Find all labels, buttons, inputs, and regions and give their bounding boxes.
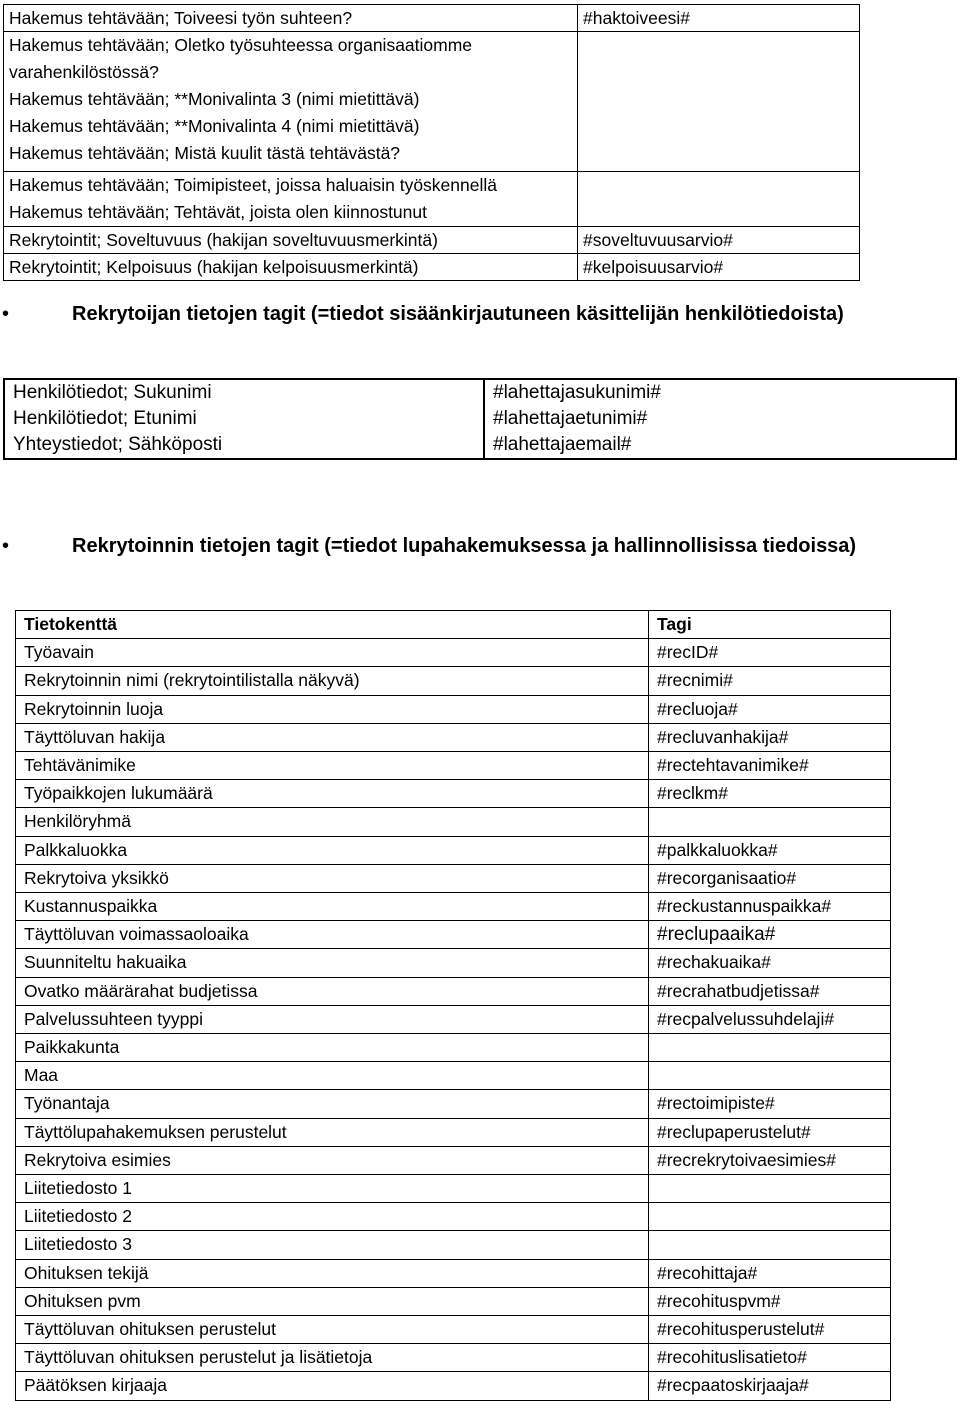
table-row — [16, 752, 891, 780]
tag-table-application — [3, 4, 860, 281]
field-cell: Työavain — [16, 639, 649, 667]
table-row — [4, 172, 860, 227]
tag-cell — [649, 1034, 891, 1062]
field-line: Hakemus tehtävään; Toimipisteet, joissa haluaisin työskennellä — [9, 175, 498, 195]
table-row — [4, 32, 860, 172]
field-cell: Palvelussuhteen tyyppi — [16, 1005, 649, 1033]
bullet: • — [2, 535, 10, 557]
tag-cell — [649, 1175, 891, 1203]
field-line: Hakemus tehtävään; Oletko työsuhteessa organisaatiomme — [9, 35, 473, 55]
table-row — [16, 1090, 891, 1118]
tag-cell: #recohittaja# — [649, 1259, 891, 1287]
field-line: Yhteystiedot; Sähköposti — [13, 434, 223, 455]
tag-cell: #recluoja# — [649, 695, 891, 723]
table-row — [4, 5, 860, 32]
tag-cell: #recluvanhakija# — [649, 723, 891, 751]
field-cell: Rekrytointit; Kelpoisuus (hakijan kelpoisuusmerkintä) — [4, 254, 578, 281]
table-row — [4, 379, 956, 459]
field-cell: Liitetiedosto 2 — [16, 1203, 649, 1231]
field-cell: Täyttöluvan ohituksen perustelut — [16, 1316, 649, 1344]
table-row — [4, 227, 860, 254]
table-row — [16, 893, 891, 921]
table-row — [16, 836, 891, 864]
tag-cell: #recpaatoskirjaaja# — [649, 1372, 891, 1400]
tag-cell: #recohituspvm# — [649, 1287, 891, 1315]
tag-cell: #recrekrytoivaesimies# — [649, 1146, 891, 1174]
tag-cell: #recorganisaatio# — [649, 864, 891, 892]
tag-cell — [484, 379, 956, 459]
table-row — [16, 723, 891, 751]
table-header-row — [16, 611, 891, 639]
field-cell: Rekrytointit; Soveltuvuus (hakijan soveltuvuusmerkintä) — [4, 227, 578, 254]
field-cell: Täyttölupahakemuksen perustelut — [16, 1118, 649, 1146]
field-cell: Päätöksen kirjaaja — [16, 1372, 649, 1400]
table-row — [16, 1259, 891, 1287]
table-row — [16, 808, 891, 836]
tag-cell: #soveltuvuusarvio# — [578, 227, 860, 254]
table-row — [16, 864, 891, 892]
field-cell — [4, 379, 484, 459]
tag-cell: #recohitusperustelut# — [649, 1316, 891, 1344]
field-cell: Henkilöryhmä — [16, 808, 649, 836]
field-cell: Työnantaja — [16, 1090, 649, 1118]
tag-cell: #haktoiveesi# — [578, 5, 860, 32]
field-cell — [4, 172, 578, 227]
table-row — [16, 1034, 891, 1062]
field-cell: Täyttöluvan hakija — [16, 723, 649, 751]
table-row — [16, 921, 891, 949]
field-cell: Palkkaluokka — [16, 836, 649, 864]
table-row — [16, 1231, 891, 1259]
tag-table-recruitment — [15, 610, 891, 1401]
table-row — [16, 1316, 891, 1344]
table-row — [16, 1062, 891, 1090]
table-row — [16, 639, 891, 667]
field-cell: Täyttöluvan ohituksen perustelut ja lisätietoja — [16, 1344, 649, 1372]
tag-cell: #recnimi# — [649, 667, 891, 695]
table-row — [4, 254, 860, 281]
table-row — [16, 1203, 891, 1231]
field-line: Hakemus tehtävään; **Monivalinta 4 (nimi mietittävä) — [9, 116, 420, 136]
table-row — [16, 1146, 891, 1174]
field-cell: Suunniteltu hakuaika — [16, 949, 649, 977]
section-title: Rekrytoinnin tietojen tagit (=tiedot lupahakemuksessa ja hallinnollisissa tiedoissa) — [72, 535, 857, 557]
field-cell: Kustannuspaikka — [16, 893, 649, 921]
field-cell: Tehtävänimike — [16, 752, 649, 780]
tag-cell — [578, 32, 860, 172]
tag-cell: #recpalvelussuhdelaji# — [649, 1005, 891, 1033]
table-row — [16, 780, 891, 808]
table-row — [16, 695, 891, 723]
field-cell: Maa — [16, 1062, 649, 1090]
field-cell: Liitetiedosto 1 — [16, 1175, 649, 1203]
field-cell: Ovatko määrärahat budjetissa — [16, 977, 649, 1005]
table-row — [16, 949, 891, 977]
field-cell: Täyttöluvan voimassaoloaika — [16, 921, 649, 949]
tag-line: #lahettajaetunimi# — [493, 408, 648, 429]
field-cell: Rekrytoiva esimies — [16, 1146, 649, 1174]
tag-cell: #reclupaperustelut# — [649, 1118, 891, 1146]
tag-cell — [649, 1203, 891, 1231]
tag-cell — [578, 172, 860, 227]
tag-line: #lahettajaemail# — [493, 434, 632, 455]
tag-cell: #palkkaluokka# — [649, 836, 891, 864]
field-line: Henkilötiedot; Sukunimi — [13, 382, 212, 403]
tag-cell: #rechakuaika# — [649, 949, 891, 977]
tag-cell — [649, 1062, 891, 1090]
table-row — [16, 1175, 891, 1203]
tag-cell: #reclupaaika# — [649, 921, 891, 949]
tag-line: #lahettajasukunimi# — [493, 382, 661, 403]
column-header-tag: Tagi — [649, 611, 891, 639]
field-cell: Ohituksen pvm — [16, 1287, 649, 1315]
table-row — [16, 1118, 891, 1146]
field-cell: Rekrytoiva yksikkö — [16, 864, 649, 892]
bullet: • — [2, 303, 10, 325]
table-row — [16, 1005, 891, 1033]
tag-cell: #recohituslisatieto# — [649, 1344, 891, 1372]
field-cell: Hakemus tehtävään; Toiveesi työn suhteen? — [4, 5, 578, 32]
column-header-field: Tietokenttä — [16, 611, 649, 639]
field-cell: Liitetiedosto 3 — [16, 1231, 649, 1259]
table-row — [16, 977, 891, 1005]
tag-cell: #recrahatbudjetissa# — [649, 977, 891, 1005]
field-cell: Rekrytoinnin nimi (rekrytointilistalla näkyvä) — [16, 667, 649, 695]
field-cell: Paikkakunta — [16, 1034, 649, 1062]
tag-cell — [649, 1231, 891, 1259]
field-line: Henkilötiedot; Etunimi — [13, 408, 197, 429]
field-line: Hakemus tehtävään; Mistä kuulit tästä tehtävästä? — [9, 143, 401, 163]
table-row — [16, 1344, 891, 1372]
field-line: varahenkilöstössä? — [9, 62, 159, 82]
field-cell: Työpaikkojen lukumäärä — [16, 780, 649, 808]
tag-cell: #kelpoisuusarvio# — [578, 254, 860, 281]
tag-cell: #rectoimipiste# — [649, 1090, 891, 1118]
tag-cell — [649, 808, 891, 836]
field-cell — [4, 32, 578, 172]
tag-cell: #recID# — [649, 639, 891, 667]
tag-cell: #reclkm# — [649, 780, 891, 808]
table-row — [16, 1287, 891, 1315]
tag-table-recruiter — [3, 378, 957, 460]
field-cell: Ohituksen tekijä — [16, 1259, 649, 1287]
field-cell: Rekrytoinnin luoja — [16, 695, 649, 723]
section-title: Rekrytoijan tietojen tagit (=tiedot sisäänkirjautuneen käsittelijän henkilötiedoista) — [72, 303, 844, 325]
tag-cell: #reckustannuspaikka# — [649, 893, 891, 921]
field-line: Hakemus tehtävään; **Monivalinta 3 (nimi mietittävä) — [9, 89, 420, 109]
tag-cell: #rectehtavanimike# — [649, 752, 891, 780]
table-row — [16, 1372, 891, 1400]
table-row — [16, 667, 891, 695]
field-line: Hakemus tehtävään; Tehtävät, joista olen kiinnostunut — [9, 202, 427, 222]
